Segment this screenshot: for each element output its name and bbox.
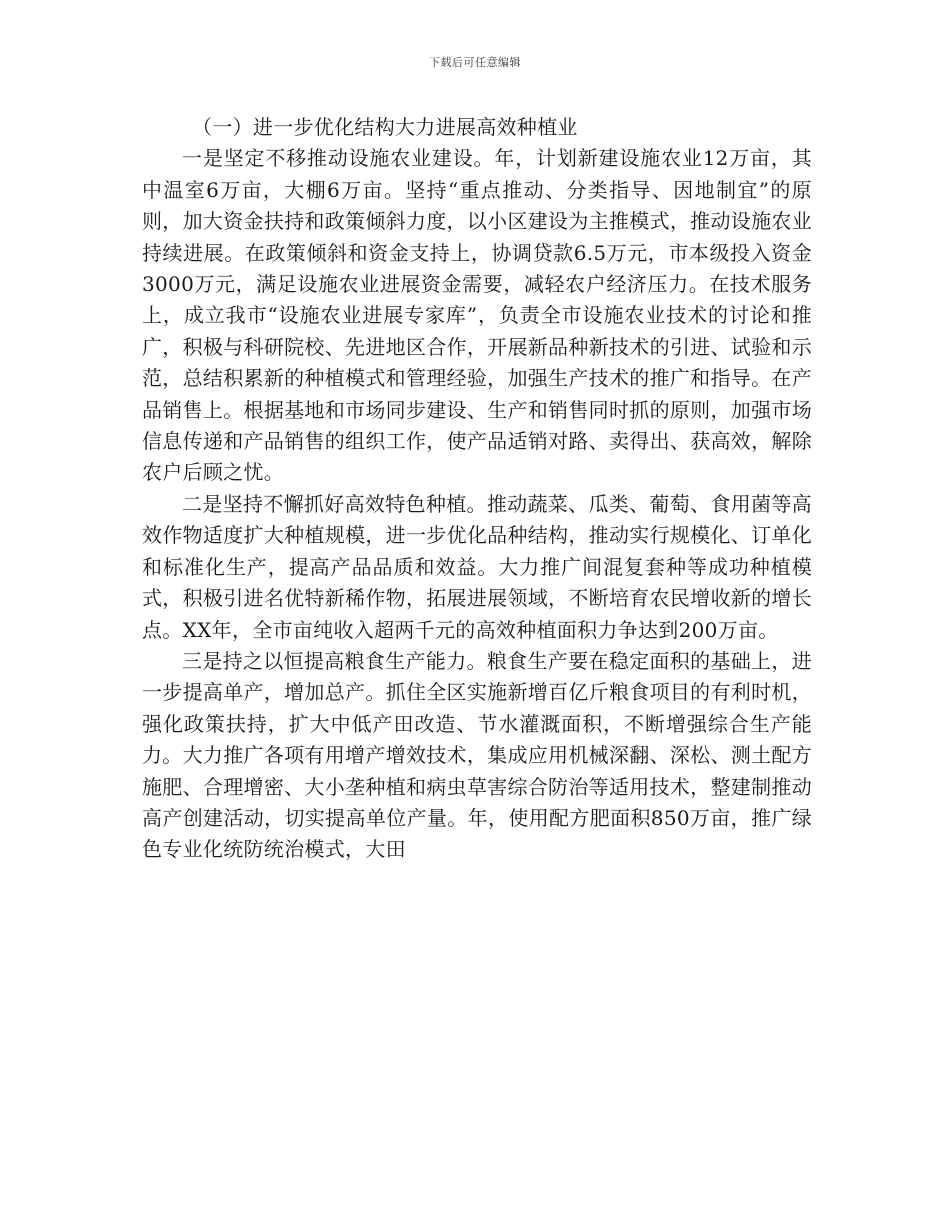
paragraph-grain-production: 三是持之以恒提高粮食生产能力。粮食生产要在稳定面积的基础上，进一步提高单产，增加总产。抓住全区实施新增百亿斤粮食项目的有利时机，强化政策扶持，扩大中低产田改造、节水灌溉面积，不断增强综合生产能力。大力推广各项有用增产增效技术，集成应用机械深翻、深松、测土配方施肥、合理增密、大小垄种植和病虫草害综合防治等适用技术，整建制推动高产创建活动，切实提高单位产量。年，使用配方肥面积850万亩，推广绿色专业化统防统治模式，大田: [142, 648, 812, 862]
paragraph-specialty-planting: 二是坚持不懈抓好高效特色种植。推动蔬菜、瓜类、葡萄、食用菌等高效作物适度扩大种植规模，进一步优化品种结构，推动实行规模化、订单化和标准化生产，提高产品品质和效益。大力推广间混复套种等成功种植模式，积极引进名优特新稀作物，拓展进展领域，不断培育农民增收新的增长点。XX年，全市亩纯收入超两千元的高效种植面积力争达到200万亩。: [142, 491, 812, 642]
section-heading: （一）进一步优化结构大力进展高效种植业: [192, 115, 578, 139]
page-header: 下载后可任意编辑: [429, 56, 521, 69]
document-body: [142, 112, 812, 866]
paragraph-facility-agriculture: 一是坚定不移推动设施农业建设。年，计划新建设施农业12万亩，其中温室6万亩，大棚6万亩。坚持“重点推动、分类指导、因地制宜”的原则，加大资金扶持和政策倾斜力度，以小区建设为主推模式，推动设施农业持续进展。在政策倾斜和资金支持上，协调贷款6.5万元，市本级投入资金3000万元，满足设施农业进展资金需要，减轻农户经济压力。在技术服务上，成立我市“设施农业进展专家库”，负责全市设施农业技术的讨论和推广，积极与科研院校、先进地区合作，开展新品种新技术的引进、试验和示范，总结积累新的种植模式和管理经验，加强生产技术的推广和指导。在产品销售上。根据基地和市场同步建设、生产和销售同时抓的原则，加强市场信息传递和产品销售的组织工作，使产品适销对路、卖得出、获高效，解除农户后顾之忧。: [142, 146, 812, 485]
